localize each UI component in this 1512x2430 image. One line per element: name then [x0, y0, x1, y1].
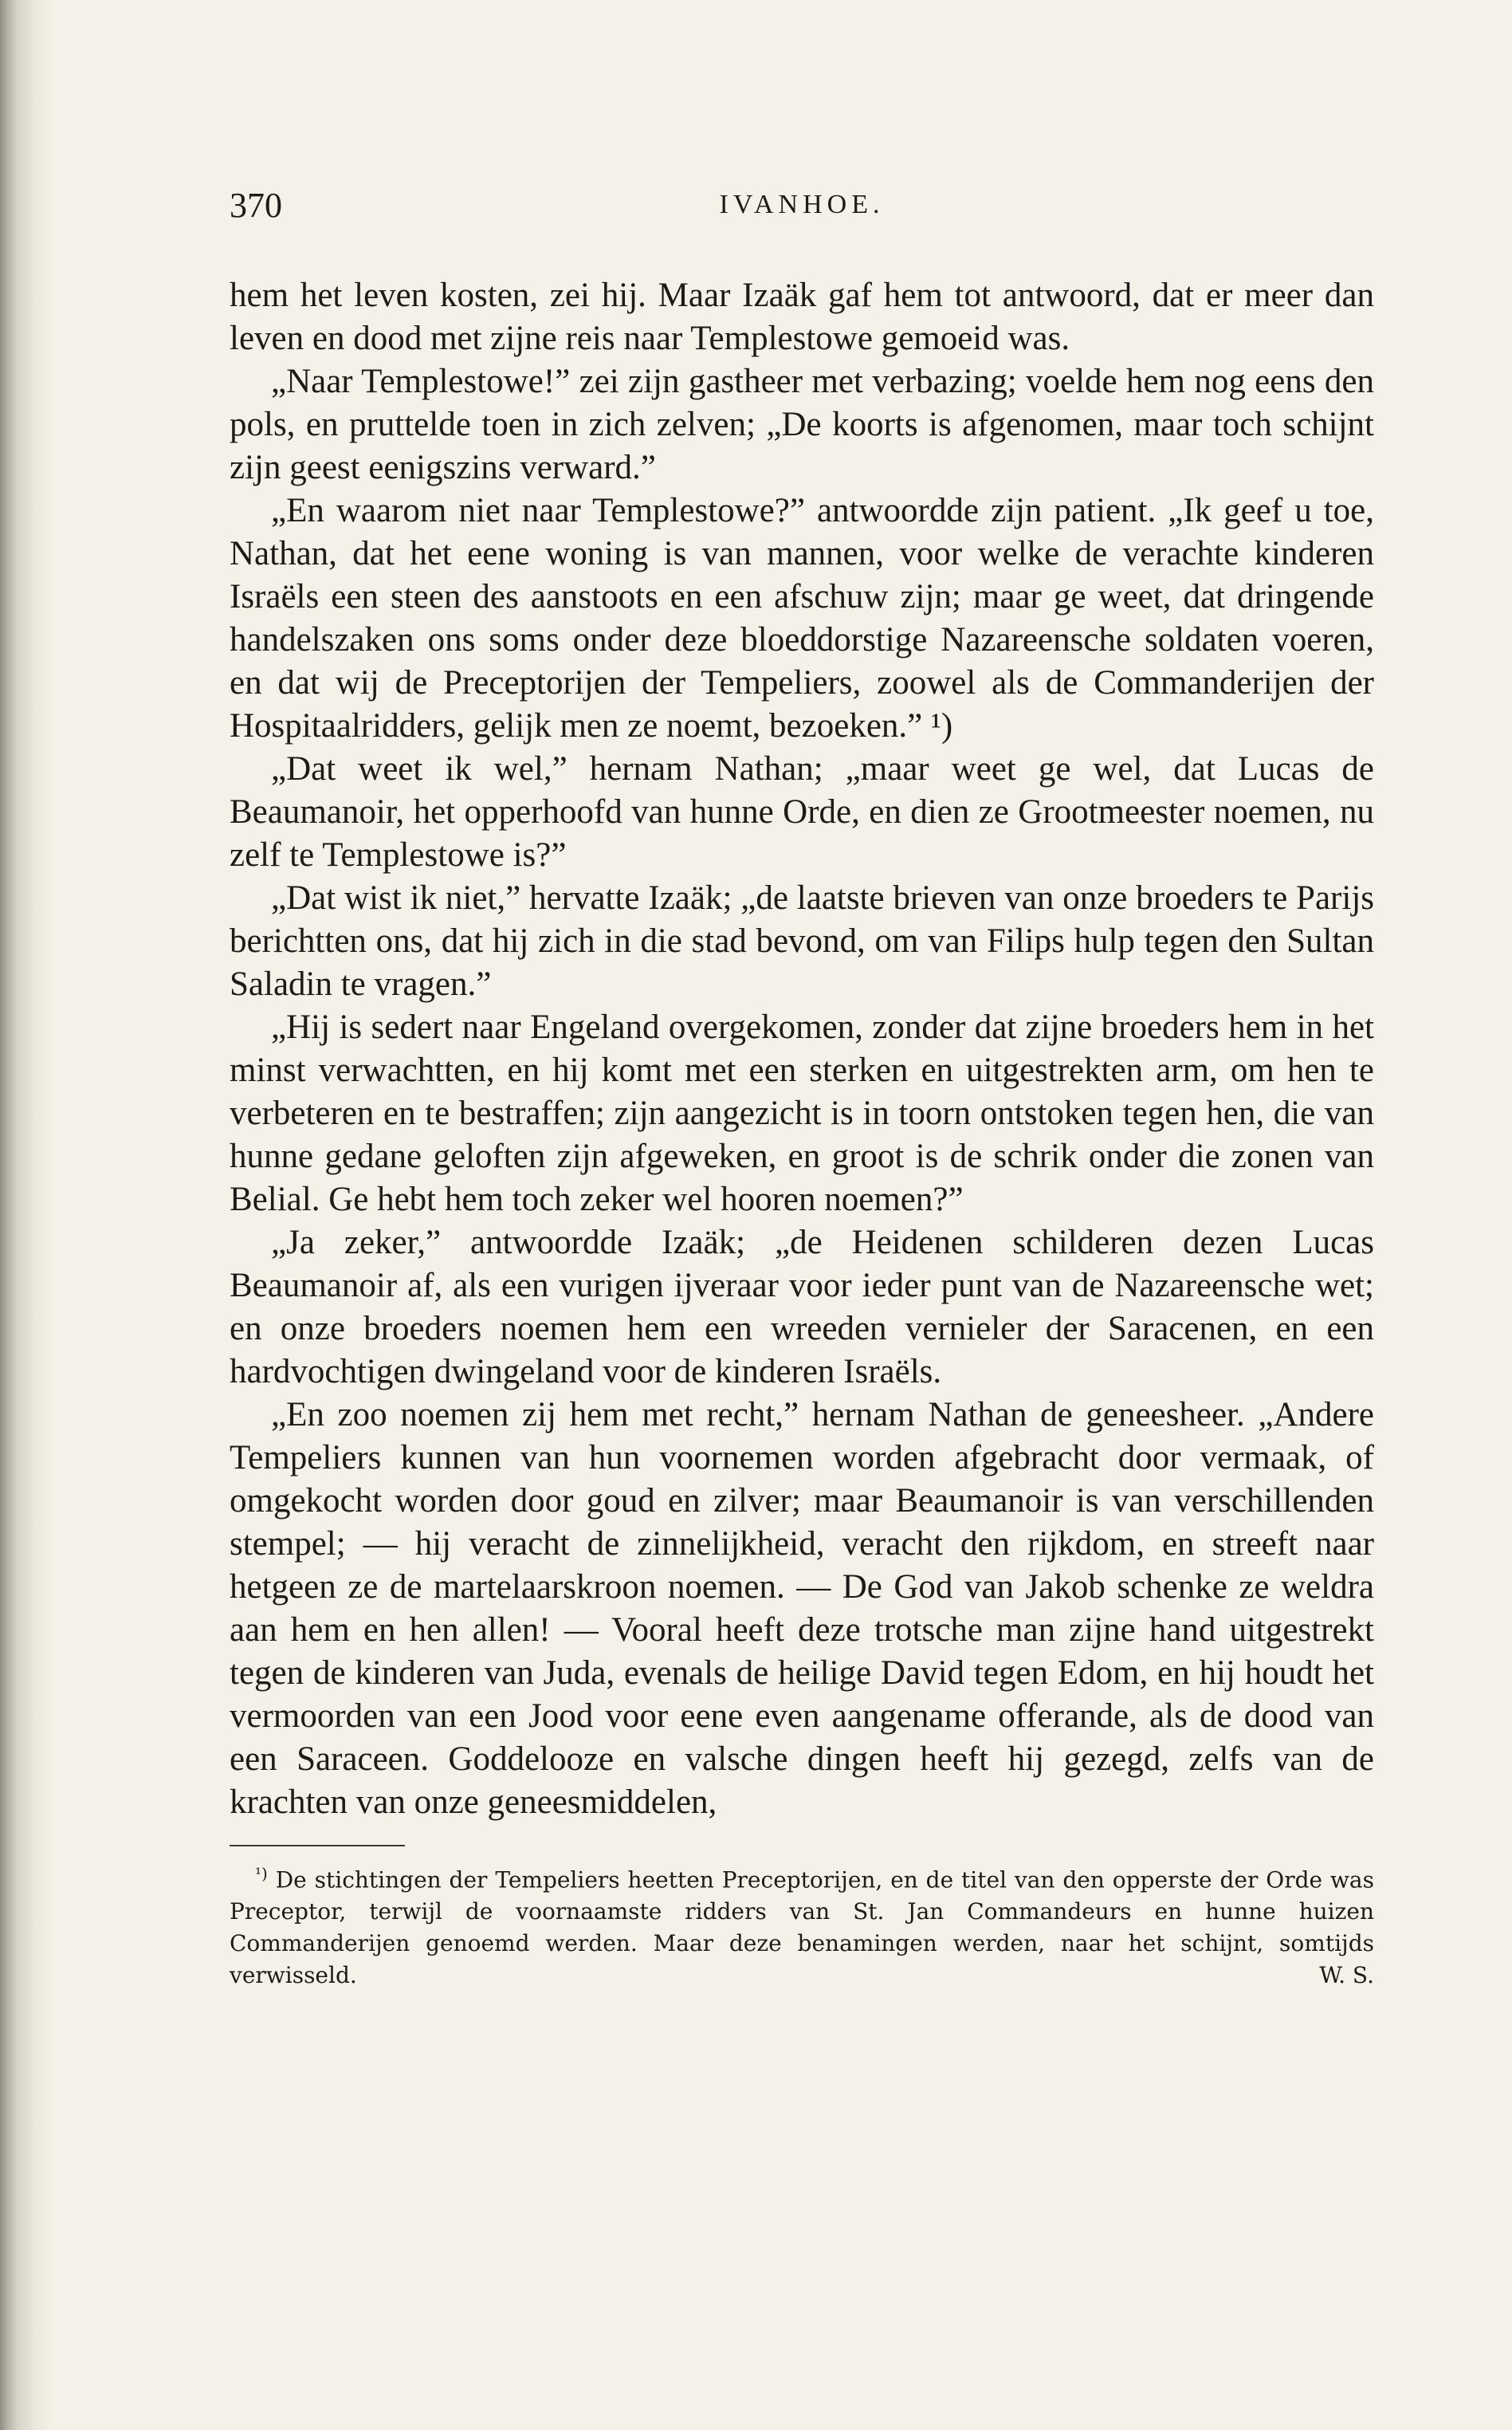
- paragraph: „Naar Templestowe!” zei zijn gastheer met verbazing; voelde hem nog eens den pols, en pruttelde toen in zich zelven; „De koorts is afgenomen, maar toch schijnt zijn geest eenigszins verward.”: [230, 363, 1374, 486]
- paragraph: „Hij is sedert naar Engeland overgekomen, zonder dat zijne broeders hem in het minst verwachtten, en hij komt met een sterken en uitgestrekten arm, om hen te verbeteren en te bestraffen; zijn aangezicht is in toorn ontstoken tegen hen, die van hunne gedane geloften zijn afgeweken, en groot is de schrik onder die zonen van Belial. Ge hebt hem toch zeker wel hooren noemen?”: [230, 1009, 1374, 1218]
- scan-edge-shadow: [0, 0, 56, 2430]
- footnote-text: De stichtingen der Tempeliers heetten Preceptorijen, en de titel van den opperste der Orde was Preceptor, terwijl de voornaamste ridders van St. Jan Commandeurs en hunne huizen Commanderijen genoemd werden. Maar deze benamingen werden, naar het schijnt, somtijds verwisseld.: [230, 1866, 1374, 1989]
- book-page: [230, 185, 1374, 1992]
- running-title: IVANHOE.: [719, 190, 885, 219]
- body-text: [230, 274, 1374, 1824]
- footnote-signature: W. S.: [1319, 1962, 1374, 1989]
- footnote-marker: ¹): [255, 1864, 268, 1883]
- footnote: [230, 1858, 1374, 1992]
- paragraph: hem het leven kosten, zei hij. Maar Izaäk gaf hem tot antwoord, dat er meer dan leven en dood met zijne reis naar Templestowe gemoeid was.: [230, 277, 1374, 357]
- paragraph: „En waarom niet naar Templestowe?” antwoordde zijn patient. „Ik geef u toe, Nathan, dat het eene woning is van mannen, voor welke de verachte kinderen Israëls een steen des aanstoots en een afschuw zijn; maar ge weet, dat dringende handelszaken ons soms onder deze bloeddorstige Nazareensche soldaten voeren, en dat wij de Preceptorijen der Tempeliers, zoowel als de Commanderijen der Hospitaalridders, gelijk men ze noemt, bezoeken.” ¹): [230, 492, 1374, 745]
- paragraph: „Ja zeker,” antwoordde Izaäk; „de Heidenen schilderen dezen Lucas Beaumanoir af, als een vurigen ijveraar voor ieder punt van de Nazareensche wet; en onze broeders noemen hem een wreeden vernieler der Saracenen, en een hardvochtigen dwingeland voor de kinderen Israëls.: [230, 1224, 1374, 1390]
- paragraph: „En zoo noemen zij hem met recht,” hernam Nathan de geneesheer. „Andere Tempeliers kunnen van hun voornemen worden afgebracht door vermaak, of omgekocht worden door goud en zilver; maar Beaumanoir is van verschillenden stempel; — hij veracht de zinnelijkheid, veracht den rijkdom, en streeft naar hetgeen ze de martelaarskroon noemen. — De God van Jakob schenke ze weldra aan hem en hen allen! — Vooral heeft deze trotsche man zijne hand uitgestrekt tegen de kinderen van Juda, evenals de heilige David tegen Edom, en hij houdt het vermoorden van een Jood voor eene even aangename offerande, als de dood van een Saraceen. Goddelooze en valsche dingen heeft hij gezegd, zelfs van de krachten van onze geneesmiddelen,: [230, 1396, 1374, 1821]
- paragraph: „Dat weet ik wel,” hernam Nathan; „maar weet ge wel, dat Lucas de Beaumanoir, het opperhoofd van hunne Orde, en dien ze Grootmeester noemen, nu zelf te Templestowe is?”: [230, 750, 1374, 874]
- page-number: 370: [230, 186, 282, 225]
- page-header: [230, 185, 1374, 233]
- paragraph: „Dat wist ik niet,” hervatte Izaäk; „de laatste brieven van onze broeders te Parijs berichtten ons, dat hij zich in die stad bevond, om van Filips hulp tegen den Sultan Saladin te vragen.”: [230, 879, 1374, 1003]
- footnote-divider: [230, 1845, 405, 1846]
